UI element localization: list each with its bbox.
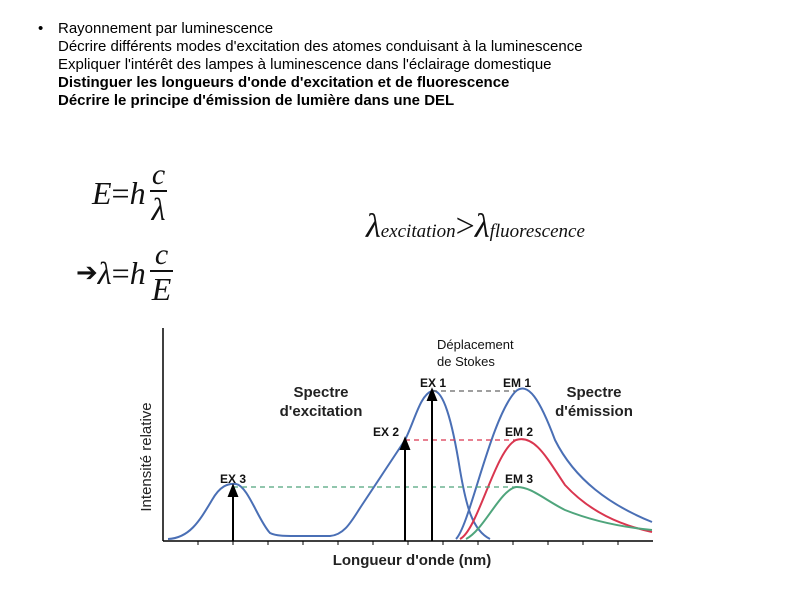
eq1-equals: = bbox=[111, 174, 130, 211]
eq2-lhs: λ bbox=[97, 254, 112, 291]
eq1-h: h bbox=[129, 174, 146, 211]
objective-line-2: Décrire différents modes d'excitation des atomes conduisant à la luminescence bbox=[58, 38, 583, 55]
bullet-dot: • bbox=[38, 20, 44, 37]
inequality-lambda-1: λ bbox=[366, 208, 381, 245]
peak-label-ex1: EX 1 bbox=[419, 376, 447, 390]
stokes-label-line1: Déplacement bbox=[437, 337, 514, 352]
excitation-title-line1: Spectre bbox=[293, 384, 349, 401]
eq2-numerator: c bbox=[154, 238, 169, 271]
eq2-equals: = bbox=[111, 254, 130, 291]
peak-label-ex3: EX 3 bbox=[219, 472, 247, 486]
x-axis-label: Longueur d'onde (nm) bbox=[332, 552, 492, 569]
em2-curve bbox=[460, 439, 652, 539]
em3-curve bbox=[466, 487, 652, 539]
peak-label-em1: EM 1 bbox=[502, 376, 532, 390]
eq2-h: h bbox=[129, 254, 146, 291]
inequality-sub-fluorescence: fluorescence bbox=[489, 221, 585, 242]
ex2-arrow bbox=[401, 439, 409, 541]
y-axis-label: Intensité relative bbox=[138, 402, 155, 512]
emission-title-line2: d'émission bbox=[555, 403, 633, 420]
inequality-sub-excitation: excitation bbox=[380, 221, 456, 242]
inequality-greater-than: > bbox=[455, 208, 475, 245]
stokes-label-line2: de Stokes bbox=[437, 354, 495, 369]
excitation-title-line2: d'excitation bbox=[279, 403, 363, 420]
objective-line-1: Rayonnement par luminescence bbox=[58, 20, 274, 37]
peak-label-em3: EM 3 bbox=[504, 472, 534, 486]
eq1-numerator: c bbox=[151, 158, 166, 191]
objective-line-5: Décrire le principe d'émission de lumière dans une DEL bbox=[58, 92, 455, 109]
eq2-denominator: E bbox=[151, 271, 172, 307]
ex1-arrow bbox=[428, 390, 436, 541]
inequality-lambda-2: λ bbox=[474, 208, 490, 245]
peak-label-ex2: EX 2 bbox=[372, 425, 400, 439]
objective-line-4: Distinguer les longueurs d'onde d'excitation et de fluorescence bbox=[58, 74, 510, 91]
arrow-icon: ➔ bbox=[76, 258, 98, 288]
peak-label-em2: EM 2 bbox=[504, 425, 534, 439]
objective-line-3: Expliquer l'intérêt des lampes à luminescence dans l'éclairage domestique bbox=[58, 56, 552, 73]
emission-title-line1: Spectre bbox=[566, 384, 622, 401]
eq1-lhs: E bbox=[92, 174, 112, 211]
ex3-arrow bbox=[229, 486, 237, 541]
eq1-denominator: λ bbox=[151, 191, 166, 227]
